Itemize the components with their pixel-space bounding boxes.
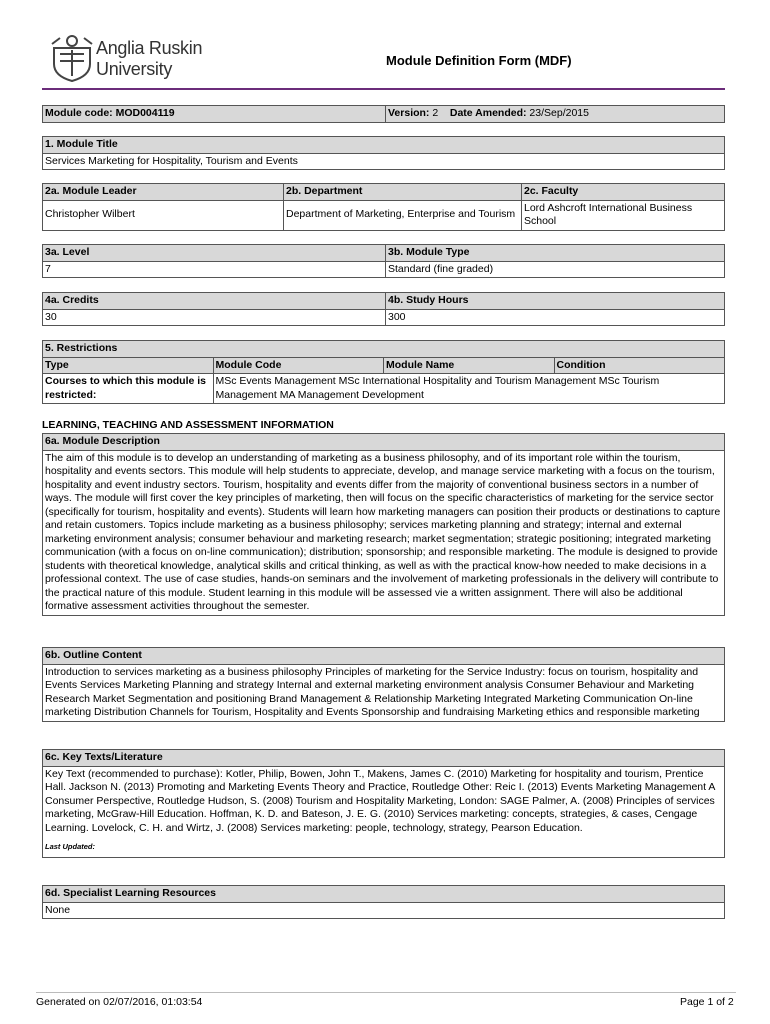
header-divider bbox=[42, 88, 725, 90]
restrictions-row-label: Courses to which this module is restricted: bbox=[43, 374, 214, 404]
footer-divider bbox=[36, 992, 736, 993]
logo-text-line1: Anglia Ruskin bbox=[96, 38, 203, 58]
resources-value: None bbox=[43, 902, 725, 919]
logo-text-line2: University bbox=[96, 59, 173, 79]
module-code: Module code: MOD004119 bbox=[43, 106, 386, 123]
date-amended-value: 23/Sep/2015 bbox=[529, 107, 589, 119]
version-label: Version: bbox=[388, 107, 430, 119]
outline-table bbox=[42, 647, 725, 722]
lta-heading: LEARNING, TEACHING AND ASSESSMENT INFORMATION bbox=[42, 419, 334, 431]
outline-heading: 6b. Outline Content bbox=[43, 648, 725, 665]
key-texts-cell bbox=[43, 766, 725, 857]
restrictions-col-type: Type bbox=[43, 357, 214, 374]
university-logo bbox=[50, 34, 210, 84]
module-type-heading: 3b. Module Type bbox=[386, 245, 725, 262]
version-cell bbox=[386, 106, 725, 123]
restrictions-col-name: Module Name bbox=[384, 357, 555, 374]
level-table bbox=[42, 244, 725, 278]
restrictions-col-condition: Condition bbox=[554, 357, 725, 374]
outline-text: Introduction to services marketing as a business philosophy Principles of marketing for the Service Industry: focus on tourism, hospitality and Events Services Marketing Planning and strategy Internal and external marketing environment analysis Consumer Behaviour and Marketing Research Market Segmentation and positioning Brand Management & Relationship Marketing Integrated Marketing Communication On-line marketing Distribution Channels for Tourism, Hospitality and Events Sponsorship and fundraising Marketing ethics and responsible marketing bbox=[43, 664, 725, 721]
module-title-heading: 1. Module Title bbox=[43, 137, 725, 154]
resources-table bbox=[42, 885, 725, 919]
level-value: 7 bbox=[43, 261, 386, 278]
resources-heading: 6d. Specialist Learning Resources bbox=[43, 886, 725, 903]
key-texts-heading: 6c. Key Texts/Literature bbox=[43, 750, 725, 767]
leader-table bbox=[42, 183, 725, 231]
study-hours-heading: 4b. Study Hours bbox=[386, 293, 725, 310]
page-number: Page 1 of 2 bbox=[680, 996, 734, 1008]
leader-heading: 2a. Module Leader bbox=[43, 184, 284, 201]
module-type-value: Standard (fine graded) bbox=[386, 261, 725, 278]
restrictions-heading: 5. Restrictions bbox=[43, 341, 725, 358]
module-title-value: Services Marketing for Hospitality, Tourism and Events bbox=[43, 153, 725, 170]
credits-table bbox=[42, 292, 725, 326]
page-title: Module Definition Form (MDF) bbox=[386, 53, 572, 68]
module-title-table bbox=[42, 136, 725, 170]
crest-icon bbox=[50, 34, 94, 82]
department-heading: 2b. Department bbox=[284, 184, 522, 201]
key-texts-table bbox=[42, 749, 725, 858]
restrictions-col-code: Module Code bbox=[213, 357, 384, 374]
leader-value: Christopher Wilbert bbox=[43, 200, 284, 230]
restrictions-row-value: MSc Events Management MSc International Hospitality and Tourism Management MSc Tourism Management MA Management Development bbox=[213, 374, 725, 404]
study-hours-value: 300 bbox=[386, 309, 725, 326]
last-updated-label: Last Updated: bbox=[45, 842, 96, 851]
version-value: 2 bbox=[432, 107, 439, 119]
description-table bbox=[42, 433, 725, 616]
module-code-table bbox=[42, 105, 725, 123]
level-heading: 3a. Level bbox=[43, 245, 386, 262]
restrictions-table bbox=[42, 340, 725, 404]
credits-value: 30 bbox=[43, 309, 386, 326]
faculty-value: Lord Ashcroft International Business School bbox=[522, 200, 725, 230]
description-heading: 6a. Module Description bbox=[43, 434, 725, 451]
generated-timestamp: Generated on 02/07/2016, 01:03:54 bbox=[36, 996, 203, 1008]
description-text: The aim of this module is to develop an understanding of marketing as a business philosophy, and of its important role within the tourism, hospitality and events sectors. This module will help students to appreciate, develop, and manage service marketing with a focus on the tourism, hospitality and event industry sectors. Tourism, hospitality and events differ from the majority of conventional business sectors in a number of ways. The module will first cover the key principles of marketing, then will focus on the specific characteristics of marketing for the service sector (specifically for tourism, hospitality and events). Students will learn how marketing managers can position their products or destinations to capture and retain customers. Topics include marketing as a business philosophy; services marketing planning and strategy; internal and external marketing environment analysis; consumer behaviour and marketing research; market segmentation; strategic positioning; integrated marketing communication (with a focus on on-line communication); distribution; sponsorship; and responsible marketing. The module is designed to provide students with theoretical knowledge, analytical skills and critical thinking, as well as with the practical know-how needed to make decisions in a professional context. The use of case studies, hands-on seminars and the involvement of marketing professionals in the delivery will contribute to the practical nature of this module. Student learning in this module will be assessed vie a written assignment. There will also be additional formative assessment activities throughout the semester. bbox=[43, 450, 725, 615]
date-amended-label: Date Amended: bbox=[449, 107, 527, 119]
credits-heading: 4a. Credits bbox=[43, 293, 386, 310]
faculty-heading: 2c. Faculty bbox=[522, 184, 725, 201]
department-value: Department of Marketing, Enterprise and Tourism bbox=[284, 200, 522, 230]
key-texts-text: Key Text (recommended to purchase): Kotler, Philip, Bowen, John T., Makens, James C. (2010) Marketing for hospitality and tourism, Prentice Hall. Jackson N. (2013) Promoting and Marketing Events Theory and Practice, Routledge Other: Reic I. (2013) Events Marketing Management A Consumer Perspective, Routledge Hudson, S. (2008) Tourism and Hospitality Marketing, London: SAGE Palmer, A. (2008) Principles of services marketing, McGraw-Hill Education. Hoffman, K. D. and Bateson, J. E. G. (2010) Services marketing: concepts, strategies, & cases, Cengage Learning. Lovelock, C. H. and Wirtz, J. (2008) Services marketing: people, technology, strategy, Pearson Education. bbox=[45, 767, 715, 834]
